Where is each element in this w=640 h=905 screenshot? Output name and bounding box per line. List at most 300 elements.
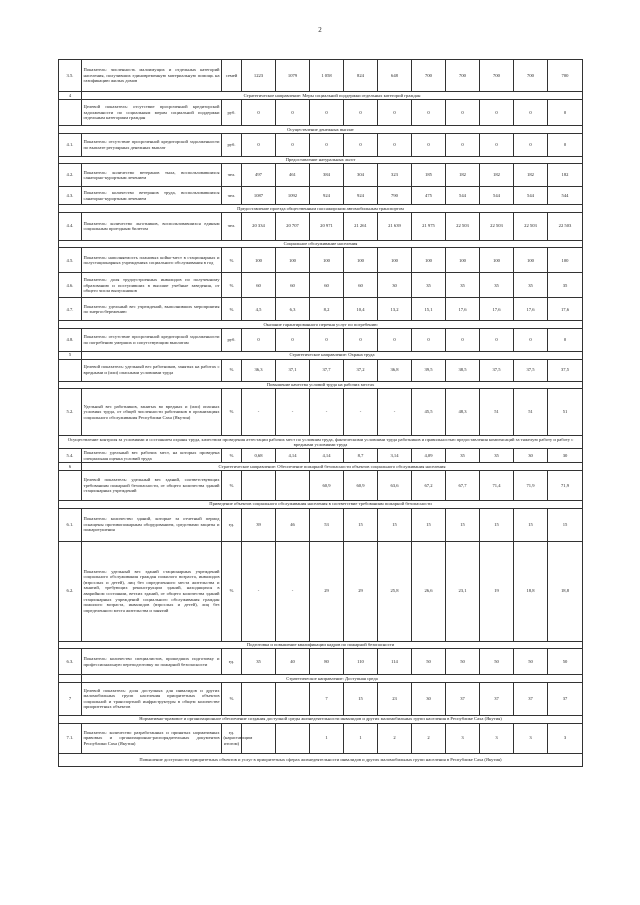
indicator-description: Показатель: отсутствие просроченной кредиторской задолженности по выплате регулярных денежных выплат bbox=[82, 133, 222, 156]
indicators-table bbox=[58, 59, 583, 767]
section-number: 4 bbox=[59, 92, 82, 100]
value-cell: 1 bbox=[344, 723, 378, 753]
indicator-row bbox=[59, 541, 583, 641]
subsection-row bbox=[59, 753, 583, 766]
subsection-title: Предоставление проезда общественным пассажирским автомобильным транспортом bbox=[59, 205, 583, 213]
value-cell: 3,14 bbox=[378, 449, 412, 463]
section-row bbox=[59, 675, 583, 683]
value-cell: 0 bbox=[310, 133, 344, 156]
row-number: 4.5. bbox=[59, 248, 82, 273]
value-cell: 1 bbox=[310, 723, 344, 753]
value-cell: 15,1 bbox=[412, 298, 446, 321]
value-cell: 0 bbox=[378, 100, 412, 126]
value-cell: 0 bbox=[412, 328, 446, 351]
value-cell: 50 bbox=[514, 649, 548, 675]
value-cell: - bbox=[276, 541, 310, 641]
indicator-row bbox=[59, 273, 583, 298]
value-cell: 0 bbox=[276, 328, 310, 351]
row-number bbox=[59, 359, 82, 381]
value-cell: 3 bbox=[480, 723, 514, 753]
value-cell: 46 bbox=[276, 508, 310, 541]
row-number: 4.6. bbox=[59, 273, 82, 298]
indicator-description: Целевой показатель: отсутствие просроченной кредиторской задолженности по социальным мерам социальной поддержки отдельным категориям граждан bbox=[82, 100, 222, 126]
value-cell: 19 bbox=[480, 541, 514, 641]
row-number bbox=[59, 470, 82, 500]
value-cell: 100 bbox=[548, 248, 583, 273]
value-cell: 60,9 bbox=[310, 470, 344, 500]
section-title: Стратегическое направление: Охрана труда bbox=[82, 351, 583, 359]
value-cell: 17,6 bbox=[480, 298, 514, 321]
section-number: 6 bbox=[59, 463, 82, 471]
value-cell: 35 bbox=[412, 273, 446, 298]
value-cell: 544 bbox=[446, 187, 480, 205]
value-cell: 0 bbox=[378, 328, 412, 351]
value-cell: 304 bbox=[344, 164, 378, 187]
value-cell: 0 bbox=[344, 133, 378, 156]
subsection-title: Нормативно-правовое и организационное обеспечение создания доступной среды жизнедеятельности инвалидов и других маломобильных групп населения в Республике Саха (Якутия) bbox=[59, 715, 583, 723]
unit-cell: % bbox=[222, 248, 242, 273]
indicator-row bbox=[59, 682, 583, 715]
value-cell: 23 bbox=[378, 682, 412, 715]
indicator-description: Показатель: количество специалистов, прошедших подготовку и профессиональную переподготовку по пожарной безопасности bbox=[82, 649, 222, 675]
indicator-description: Показатель: количество ветеранов тыла, воспользовавшихся санаторно-курортным лечением bbox=[82, 164, 222, 187]
value-cell: 544 bbox=[480, 187, 514, 205]
value-cell: 30 bbox=[548, 449, 583, 463]
subsection-row bbox=[59, 715, 583, 723]
indicator-row bbox=[59, 508, 583, 541]
section-title: Стратегическое направление: Меры социальной поддержки отдельных категорий граждан bbox=[82, 92, 583, 100]
value-cell: 100 bbox=[446, 248, 480, 273]
value-cell: 384 bbox=[310, 164, 344, 187]
value-cell: 35 bbox=[446, 273, 480, 298]
value-cell: 1079 bbox=[276, 60, 310, 92]
value-cell: 3 bbox=[514, 723, 548, 753]
value-cell: 60 bbox=[310, 273, 344, 298]
value-cell: 37 bbox=[446, 682, 480, 715]
unit-cell: руб. bbox=[222, 328, 242, 351]
value-cell: 60 bbox=[344, 273, 378, 298]
value-cell: 100 bbox=[378, 248, 412, 273]
value-cell: - bbox=[276, 389, 310, 436]
section-title: Стратегическое направление: Доступная среда bbox=[82, 675, 583, 683]
value-cell: 0 bbox=[242, 100, 276, 126]
value-cell: 22 503 bbox=[446, 212, 480, 240]
row-number: 6.3. bbox=[59, 649, 82, 675]
value-cell: 17,6 bbox=[514, 298, 548, 321]
indicator-description: Удельный вес работников, занятых во вредных и (или) опасных условиях труда, от общей численности работников в организациях социального обслуживания Республики Саха (Якутия) bbox=[82, 389, 222, 436]
value-cell: 37,1 bbox=[276, 359, 310, 381]
value-cell: 37 bbox=[514, 682, 548, 715]
value-cell: 17,6 bbox=[446, 298, 480, 321]
row-number: 4.8. bbox=[59, 328, 82, 351]
value-cell: 4,09 bbox=[412, 449, 446, 463]
indicator-row bbox=[59, 187, 583, 205]
value-cell: 50 bbox=[412, 649, 446, 675]
value-cell: 182 bbox=[446, 164, 480, 187]
value-cell: 18,8 bbox=[548, 541, 583, 641]
unit-cell: ед. (нарастающим итогом) bbox=[222, 723, 242, 753]
value-cell: 39 bbox=[242, 508, 276, 541]
unit-cell: чел. bbox=[222, 212, 242, 240]
value-cell: 37,5 bbox=[548, 359, 583, 381]
value-cell: 0 bbox=[276, 133, 310, 156]
value-cell: 15 bbox=[446, 508, 480, 541]
section-row bbox=[59, 92, 583, 100]
value-cell: 0 bbox=[344, 328, 378, 351]
subsection-row bbox=[59, 156, 583, 164]
value-cell: 37,5 bbox=[514, 359, 548, 381]
value-cell: 475 bbox=[412, 187, 446, 205]
value-cell: 700 bbox=[514, 60, 548, 92]
indicator-row bbox=[59, 100, 583, 126]
value-cell: 50 bbox=[446, 649, 480, 675]
value-cell: 0,68 bbox=[242, 449, 276, 463]
section-row bbox=[59, 351, 583, 359]
row-number: 7.1. bbox=[59, 723, 82, 753]
value-cell: 53 bbox=[310, 508, 344, 541]
value-cell: 0 bbox=[548, 133, 583, 156]
value-cell: 38,5 bbox=[446, 359, 480, 381]
value-cell: 15 bbox=[344, 508, 378, 541]
indicator-description: Показатель: количество льготников, воспользовавшихся единым социальным проездным билетом bbox=[82, 212, 222, 240]
value-cell: 35 bbox=[480, 449, 514, 463]
value-cell: 0 bbox=[480, 133, 514, 156]
indicator-description: Показатель: наполняемость плановых койко-мест в стационарных и полустационарных учреждениях социального обслуживания в год bbox=[82, 248, 222, 273]
value-cell: 323 bbox=[378, 164, 412, 187]
value-cell: 30 bbox=[514, 449, 548, 463]
value-cell bbox=[276, 682, 310, 715]
value-cell: 182 bbox=[548, 164, 583, 187]
subsection-row bbox=[59, 321, 583, 329]
value-cell: 0 bbox=[242, 328, 276, 351]
unit-cell: % bbox=[222, 273, 242, 298]
row-number: 3.5. bbox=[59, 60, 82, 92]
subsection-title: Повышение качества условий труда на рабочих местах bbox=[59, 381, 583, 389]
indicator-row bbox=[59, 248, 583, 273]
subsection-title: Подготовка и повышение квалификации кадров по пожарной безопасности bbox=[59, 641, 583, 649]
value-cell: 924 bbox=[310, 187, 344, 205]
value-cell: 20 707 bbox=[276, 212, 310, 240]
value-cell: 0 bbox=[548, 328, 583, 351]
value-cell: 0 bbox=[548, 100, 583, 126]
value-cell: 0 bbox=[514, 133, 548, 156]
value-cell: 824 bbox=[344, 60, 378, 92]
value-cell: - bbox=[242, 541, 276, 641]
value-cell: 35 bbox=[514, 273, 548, 298]
value-cell: 80 bbox=[310, 649, 344, 675]
subsection-row bbox=[59, 381, 583, 389]
value-cell: - bbox=[378, 389, 412, 436]
value-cell: 924 bbox=[344, 187, 378, 205]
value-cell: 23,1 bbox=[446, 541, 480, 641]
unit-cell: % bbox=[222, 682, 242, 715]
value-cell: 37 bbox=[480, 682, 514, 715]
indicator-row bbox=[59, 359, 583, 381]
value-cell: 45,5 bbox=[412, 389, 446, 436]
value-cell: 36,8 bbox=[378, 359, 412, 381]
value-cell: 0 bbox=[514, 100, 548, 126]
value-cell: 29 bbox=[344, 541, 378, 641]
value-cell: 60 bbox=[276, 273, 310, 298]
unit-cell: ед. bbox=[222, 649, 242, 675]
section-row bbox=[59, 463, 583, 471]
value-cell: 0 bbox=[446, 100, 480, 126]
value-cell: 20 971 bbox=[310, 212, 344, 240]
value-cell: 648 bbox=[378, 60, 412, 92]
value-cell: 4,14 bbox=[276, 449, 310, 463]
value-cell: 8,7 bbox=[344, 449, 378, 463]
value-cell: 0 bbox=[412, 100, 446, 126]
value-cell: 35 bbox=[480, 273, 514, 298]
value-cell: 700 bbox=[446, 60, 480, 92]
page-number: 2 bbox=[318, 26, 322, 34]
value-cell: 15 bbox=[344, 682, 378, 715]
subsection-row bbox=[59, 641, 583, 649]
value-cell: 21 975 bbox=[412, 212, 446, 240]
value-cell: 700 bbox=[480, 60, 514, 92]
value-cell: 36,3 bbox=[242, 359, 276, 381]
value-cell: 21 639 bbox=[378, 212, 412, 240]
indicator-description: Целевой показатель: удельный вес зданий, соответствующих требованиям пожарной безопасности, от общего количества зданий стационарных учреждений bbox=[82, 470, 222, 500]
row-number: 4.1. bbox=[59, 133, 82, 156]
subsection-row bbox=[59, 126, 583, 134]
value-cell: 71,4 bbox=[480, 470, 514, 500]
value-cell: 37,5 bbox=[480, 359, 514, 381]
subsection-title: Приведение объектов социального обслуживания населения в соответствие требованиям пожарной безопасности bbox=[59, 500, 583, 508]
value-cell: 35 bbox=[446, 449, 480, 463]
value-cell: 100 bbox=[276, 248, 310, 273]
value-cell: 51 bbox=[514, 389, 548, 436]
value-cell: 544 bbox=[548, 187, 583, 205]
value-cell bbox=[242, 470, 276, 500]
value-cell: 110 bbox=[344, 649, 378, 675]
value-cell: 790 bbox=[378, 187, 412, 205]
value-cell: - bbox=[344, 389, 378, 436]
value-cell: 0 bbox=[412, 133, 446, 156]
value-cell: 0 bbox=[242, 133, 276, 156]
value-cell: 3 bbox=[446, 723, 480, 753]
value-cell: 10,4 bbox=[344, 298, 378, 321]
value-cell: 497 bbox=[242, 164, 276, 187]
value-cell bbox=[276, 723, 310, 753]
value-cell: 22 503 bbox=[480, 212, 514, 240]
value-cell: 0 bbox=[480, 328, 514, 351]
unit-cell: % bbox=[222, 541, 242, 641]
value-cell: 0 bbox=[514, 328, 548, 351]
value-cell bbox=[242, 682, 276, 715]
value-cell: 35 bbox=[548, 273, 583, 298]
indicator-description: Показатель: количество зданий, которые за отчетный период оснащены противопожарным оборудованием, средствами защиты и пожаротушения bbox=[82, 508, 222, 541]
value-cell: 2 bbox=[412, 723, 446, 753]
value-cell: 37 bbox=[548, 682, 583, 715]
value-cell: 51 bbox=[480, 389, 514, 436]
subsection-title: Предоставление натуральных льгот bbox=[59, 156, 583, 164]
value-cell: 25,8 bbox=[378, 541, 412, 641]
subsection-title: Осуществление контроля за условиями и состоянием охраны труда, качеством проведения аттестации рабочих мест по условиям труда, фактическими условиями труда работников и правильностью предоставления компенсаций за тяжелую работу и работу с вредными условиями труда bbox=[59, 436, 583, 449]
indicator-description: Показатель: удельный вес зданий стационарных учреждений социального обслуживания граждан пожилого возраста, инвалидов (взрослых и детей), лиц без определенного места жительства и занятий, требующих реконструкции зданий, находящихся в аварийном состоянии, ветхих зданий, от общего количества зданий стационарных учреждений социального обслуживания граждан пожилого возраста, инвалидов (взрослых и детей), лиц без определенного места жительства и занятий bbox=[82, 541, 222, 641]
value-cell: 185 bbox=[412, 164, 446, 187]
value-cell: 8,2 bbox=[310, 298, 344, 321]
indicator-row bbox=[59, 723, 583, 753]
indicator-row bbox=[59, 298, 583, 321]
value-cell: 7 bbox=[310, 682, 344, 715]
value-cell: - bbox=[242, 389, 276, 436]
value-cell: 63,6 bbox=[378, 470, 412, 500]
value-cell: 700 bbox=[548, 60, 583, 92]
unit-cell: чел. bbox=[222, 187, 242, 205]
unit-cell: ед. bbox=[222, 508, 242, 541]
value-cell: 20 334 bbox=[242, 212, 276, 240]
value-cell: 21 261 bbox=[344, 212, 378, 240]
row-number: 4.4. bbox=[59, 212, 82, 240]
indicator-row bbox=[59, 449, 583, 463]
value-cell: 100 bbox=[480, 248, 514, 273]
unit-cell: руб. bbox=[222, 100, 242, 126]
subsection-row bbox=[59, 205, 583, 213]
indicator-description: Целевой показатель: доля доступных для инвалидов и других маломобильных групп населения приоритетных объектов социальной и транспортной инфраструктуры в общем количестве приоритетных объектов bbox=[82, 682, 222, 715]
indicator-row bbox=[59, 164, 583, 187]
value-cell: 60,9 bbox=[344, 470, 378, 500]
indicator-description: Показатель: количество ветеранов труда, воспользовавшихся санаторно-курортным лечением bbox=[82, 187, 222, 205]
value-cell: 71,9 bbox=[514, 470, 548, 500]
value-cell: 2 bbox=[378, 723, 412, 753]
value-cell: 17,6 bbox=[548, 298, 583, 321]
subsection-title: Социальное обслуживание населения bbox=[59, 240, 583, 248]
value-cell: 48,3 bbox=[446, 389, 480, 436]
row-number: 5.2. bbox=[59, 389, 82, 436]
row-number: 4.2. bbox=[59, 164, 82, 187]
value-cell: 100 bbox=[514, 248, 548, 273]
unit-cell: чел. bbox=[222, 164, 242, 187]
value-cell: 461 bbox=[276, 164, 310, 187]
value-cell: 1223 bbox=[242, 60, 276, 92]
value-cell: 0 bbox=[446, 328, 480, 351]
unit-cell: % bbox=[222, 359, 242, 381]
row-number: 7 bbox=[59, 682, 82, 715]
subsection-title: Осуществление денежных выплат bbox=[59, 126, 583, 134]
value-cell: 100 bbox=[412, 248, 446, 273]
section-number bbox=[59, 675, 82, 683]
value-cell: 15 bbox=[480, 508, 514, 541]
value-cell: 0 bbox=[480, 100, 514, 126]
indicator-description: Показатель: доля трудоустроенных инвалидов по полученному образованию и поступивших в высшие учебные заведения, от общего числа выпускников bbox=[82, 273, 222, 298]
value-cell: 700 bbox=[412, 60, 446, 92]
unit-cell: % bbox=[222, 449, 242, 463]
value-cell: 544 bbox=[514, 187, 548, 205]
value-cell: 67,7 bbox=[446, 470, 480, 500]
indicator-row bbox=[59, 470, 583, 500]
indicator-row bbox=[59, 133, 583, 156]
value-cell: 18,8 bbox=[514, 541, 548, 641]
value-cell: 60 bbox=[242, 273, 276, 298]
value-cell: 4,5 bbox=[242, 298, 276, 321]
value-cell: 0 bbox=[378, 133, 412, 156]
unit-cell: % bbox=[222, 470, 242, 500]
value-cell: 22 503 bbox=[548, 212, 583, 240]
value-cell: 37,7 bbox=[310, 359, 344, 381]
unit-cell: семей bbox=[222, 60, 242, 92]
value-cell: 1 058 bbox=[310, 60, 344, 92]
value-cell: 6,3 bbox=[276, 298, 310, 321]
value-cell: 22 503 bbox=[514, 212, 548, 240]
subsection-row bbox=[59, 240, 583, 248]
value-cell: - bbox=[310, 389, 344, 436]
value-cell: 13,2 bbox=[378, 298, 412, 321]
row-number: 6.2. bbox=[59, 541, 82, 641]
indicator-row bbox=[59, 60, 583, 92]
value-cell: 15 bbox=[412, 508, 446, 541]
value-cell: 182 bbox=[514, 164, 548, 187]
indicator-row bbox=[59, 389, 583, 436]
value-cell: 100 bbox=[344, 248, 378, 273]
value-cell: 0 bbox=[446, 133, 480, 156]
row-number: 4.3. bbox=[59, 187, 82, 205]
value-cell: 50 bbox=[480, 649, 514, 675]
value-cell bbox=[276, 470, 310, 500]
row-number: 4.7. bbox=[59, 298, 82, 321]
value-cell: 39,5 bbox=[412, 359, 446, 381]
value-cell: 51 bbox=[548, 389, 583, 436]
indicator-description: Показатель: удельный вес учреждений, выполнивших мероприятия по энергосбережению bbox=[82, 298, 222, 321]
value-cell: 114 bbox=[378, 649, 412, 675]
indicator-description: Показатель: численность малоимущих и отдельных категорий населения, получивших единовременную материальную помощь на газификацию жилых домов bbox=[82, 60, 222, 92]
value-cell: 1092 bbox=[276, 187, 310, 205]
value-cell: 30 bbox=[412, 682, 446, 715]
indicator-description: Целевой показатель: удельный вес работников, занятых на работах с вредными и (или) опасными условиями труда bbox=[82, 359, 222, 381]
value-cell: 29 bbox=[310, 541, 344, 641]
row-number bbox=[59, 100, 82, 126]
value-cell: 67,2 bbox=[412, 470, 446, 500]
value-cell: 100 bbox=[310, 248, 344, 273]
value-cell: 3 bbox=[548, 723, 583, 753]
value-cell: 4,14 bbox=[310, 449, 344, 463]
value-cell: 40 bbox=[276, 649, 310, 675]
subsection-title: Повышение доступности приоритетных объектов и услуг в приоритетных сферах жизнедеятельности инвалидов и других маломобильных групп населения в Республике Саха (Якутия) bbox=[59, 753, 583, 766]
unit-cell: % bbox=[222, 389, 242, 436]
value-cell: 15 bbox=[548, 508, 583, 541]
subsection-title: Оказание гарантированного перечня услуг по погребению bbox=[59, 321, 583, 329]
row-number: 5.4. bbox=[59, 449, 82, 463]
indicator-description: Показатель: отсутствие просроченной кредиторской задолженности по погребению умерших и сопутствующим выплатам bbox=[82, 328, 222, 351]
value-cell: 0 bbox=[344, 100, 378, 126]
value-cell: 50 bbox=[548, 649, 583, 675]
value-cell: 15 bbox=[378, 508, 412, 541]
value-cell: 1087 bbox=[242, 187, 276, 205]
value-cell: 15 bbox=[514, 508, 548, 541]
row-number: 6.1. bbox=[59, 508, 82, 541]
value-cell: 35 bbox=[242, 649, 276, 675]
subsection-row bbox=[59, 500, 583, 508]
unit-cell: руб. bbox=[222, 133, 242, 156]
unit-cell: % bbox=[222, 298, 242, 321]
value-cell: 30 bbox=[378, 273, 412, 298]
section-number: 5 bbox=[59, 351, 82, 359]
value-cell: 182 bbox=[480, 164, 514, 187]
value-cell: 0 bbox=[310, 328, 344, 351]
indicator-row bbox=[59, 328, 583, 351]
value-cell: 71,9 bbox=[548, 470, 583, 500]
indicator-description: Показатель: количество разработанных и принятых нормативных правовых и организационно-распорядительных документов Республики Саха (Якутия) bbox=[82, 723, 222, 753]
value-cell: 0 bbox=[276, 100, 310, 126]
subsection-row bbox=[59, 436, 583, 449]
value-cell: 0 bbox=[310, 100, 344, 126]
value-cell: 100 bbox=[242, 248, 276, 273]
value-cell: 37,2 bbox=[344, 359, 378, 381]
value-cell: 26,6 bbox=[412, 541, 446, 641]
section-title: Стратегическое направление: Обеспечение пожарной безопасности объектов социального обслуживания населения bbox=[82, 463, 583, 471]
indicator-row bbox=[59, 649, 583, 675]
indicator-row bbox=[59, 212, 583, 240]
